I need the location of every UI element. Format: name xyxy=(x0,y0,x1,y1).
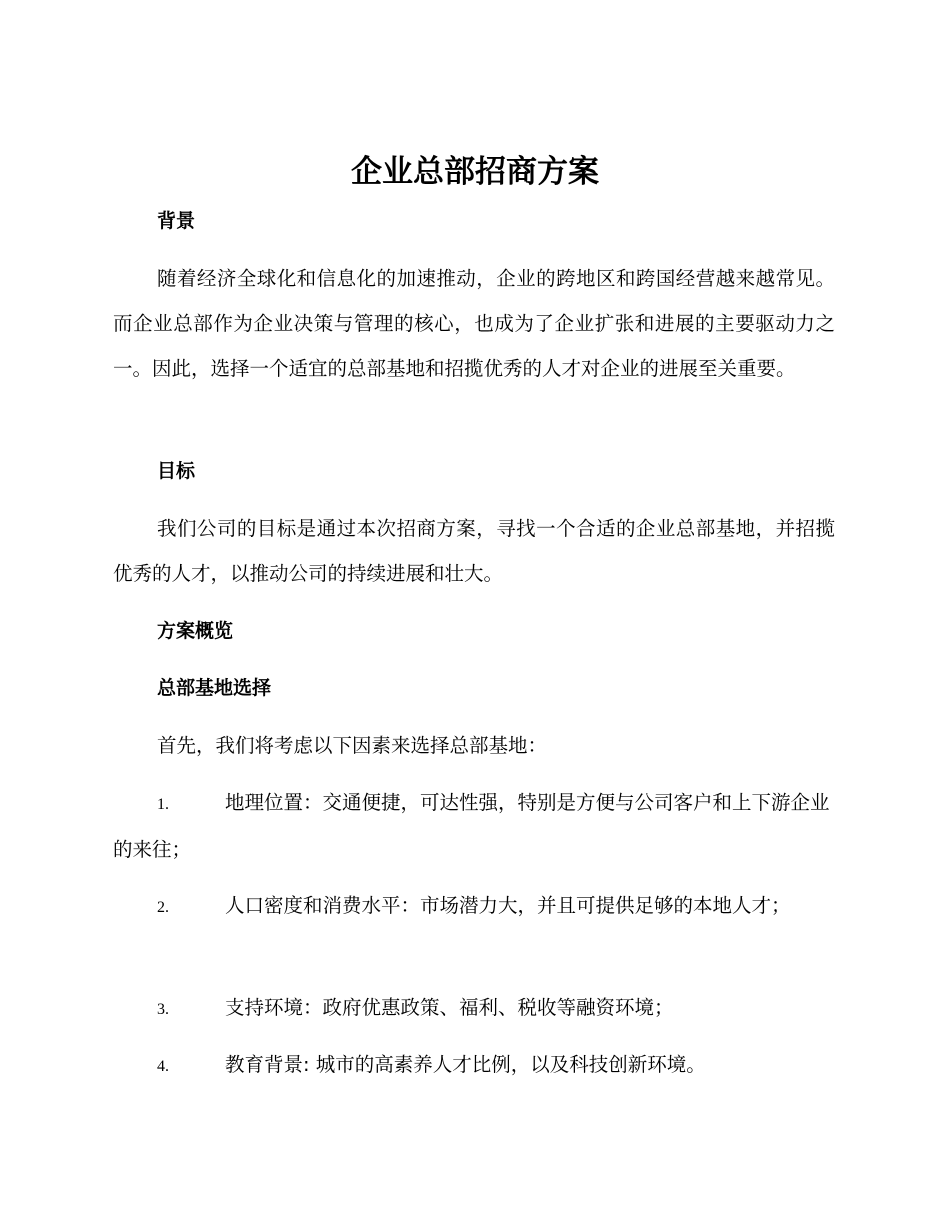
heading-goal: 目标 xyxy=(157,460,196,482)
list-number: 2. xyxy=(157,899,169,916)
heading-overview: 方案概览 xyxy=(157,620,234,642)
list-item-text: 教育背景: 城市的高素养人才比例，以及科技创新环境。 xyxy=(225,1053,706,1076)
paragraph-goal: 我们公司的目标是通过本次招商方案，寻找一个合适的企业总部基地，并招揽优秀的人才，以推动公司的持续进展和壮大。 xyxy=(113,517,835,585)
heading-hq-selection: 总部基地选择 xyxy=(157,677,272,699)
paragraph-background: 随着经济全球化和信息化的加速推动，企业的跨地区和跨国经营越来越常见。而企业总部作为企业决策与管理的核心，也成为了企业扩张和进展的主要驱动力之一。因此，选择一个适宜的总部基地和招揽优秀的人才对企业的进展至关重要。 xyxy=(113,267,835,380)
document-title: 企业总部招商方案 xyxy=(351,154,599,190)
paragraph-hq-intro: 首先，我们将考虑以下因素来选择总部基地： xyxy=(157,734,548,757)
list-item xyxy=(113,883,835,930)
list-item-text: 支持环境：政府优惠政策、福利、税收等融资环境； xyxy=(225,996,674,1019)
heading-background: 背景 xyxy=(157,210,196,232)
list-item-text: 人口密度和消费水平：市场潜力大，并且可提供足够的本地人才； xyxy=(225,894,791,917)
list-number: 3. xyxy=(157,1001,169,1018)
list-item xyxy=(113,780,835,872)
list-item xyxy=(113,985,835,1032)
list-number: 4. xyxy=(157,1058,169,1075)
list-number: 1. xyxy=(157,796,169,813)
list-item-text: 地理位置：交通便捷，可达性强，特别是方便与公司客户和上下游企业的来往； xyxy=(113,791,830,861)
list-item xyxy=(113,1042,835,1089)
